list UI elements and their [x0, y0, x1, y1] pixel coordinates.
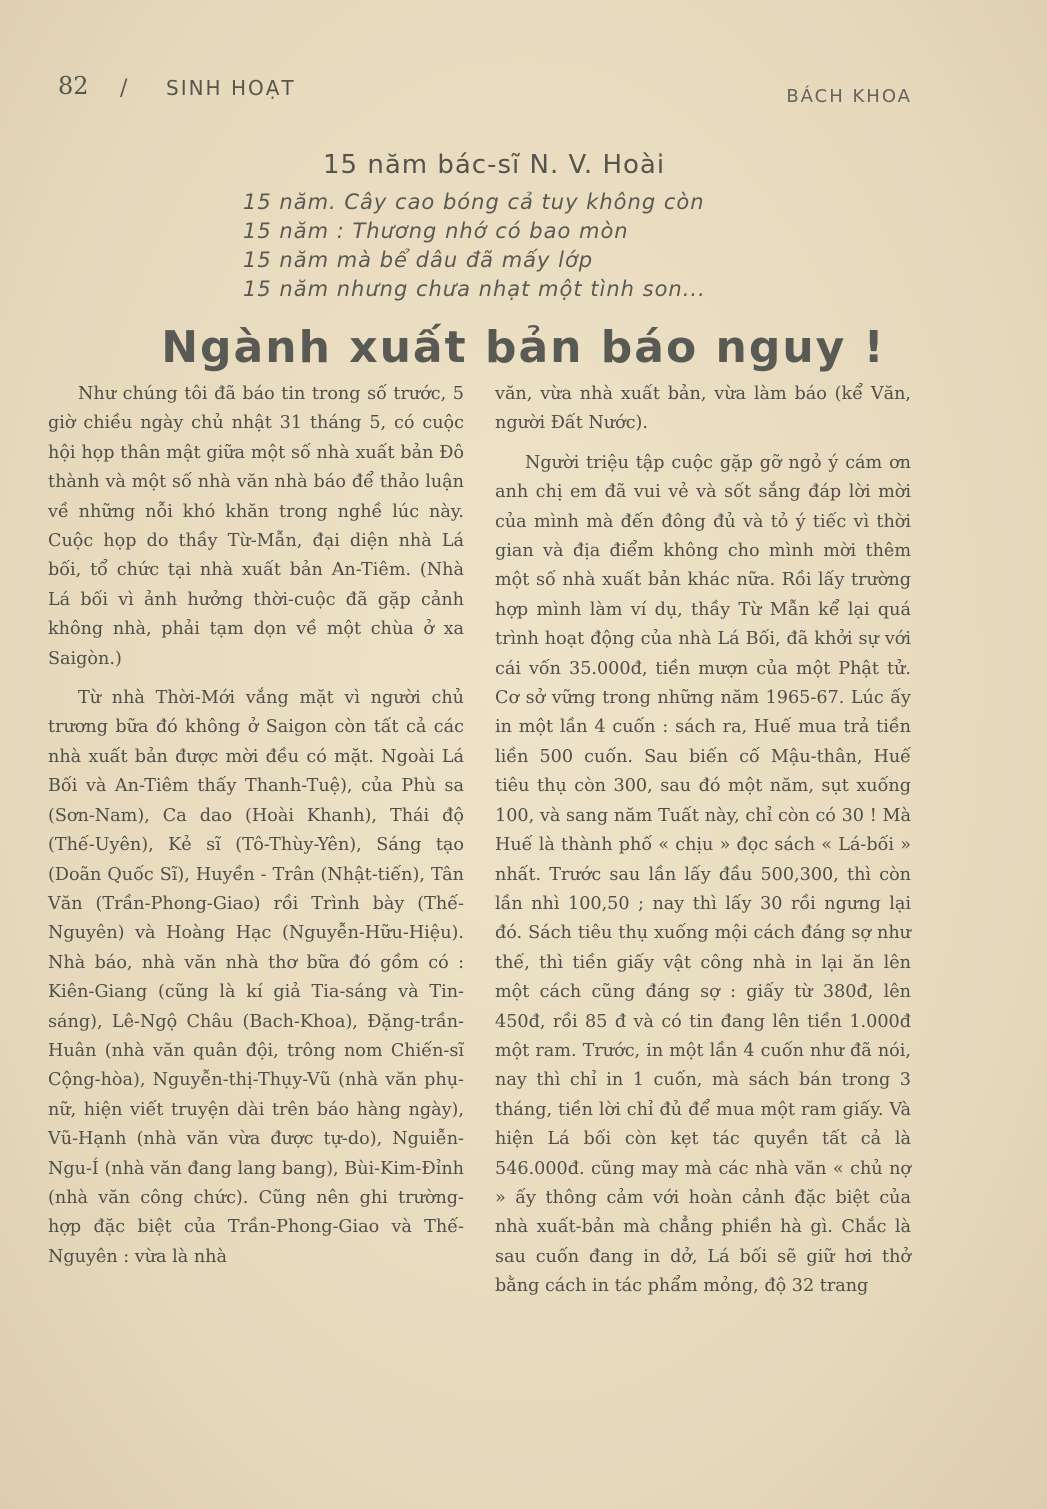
- article-paragraph: Người triệu tập cuộc gặp gỡ ngỏ ý cám ơn anh chị em đã vui vẻ và sốt sắng đáp lời mời của mình mà đến đông đủ và tỏ ý tiếc vì thời gian và địa điểm không cho mình mời thêm một số nhà xuất bản khác nữa. Rồi lấy trường hợp mình làm ví dụ, thầy Từ Mẫn kể lại quá trình hoạt động của nhà Lá Bối, đã khởi sự với cái vốn 35.000đ, tiền mượn của một Phật tử. Cơ sở vững trong những năm 1965-67. Lúc ấy in một lần 4 cuốn : sách ra, Huế mua trả tiền liền 500 cuốn. Sau biến cố Mậu-thân, Huế tiêu thụ còn 300, sau đó một năm, sụt xuống 100, và sang năm Tuất này, chỉ còn có 30 ! Mà Huế là thành phố « chịu » đọc sách « Lá-bối » nhất. Trước sau lần lấy đầu 500,300, thì còn lần nhì 100,50 ; nay thì lấy 30 rồi ngưng lại đó. Sách tiêu thụ xuống mội cách đáng sợ như thế, thì tiền giấy vật công nhà in lại ăn lên một cách cũng đáng sợ : giấy từ 380đ, lên 450đ, rồi 85 đ và có tin đang lên tiền 1.000đ một ram. Trước, in một lần 4 cuốn như đã nói, nay thì chỉ in 1 cuốn, mà sách bán trong 3 tháng, tiền lời chỉ đủ để mua một ram giấy. Và hiện Lá bối còn kẹt tác quyền tất cả là 546.000đ. cũng may mà các nhà văn « chủ nợ » ấy thông cảm với hoàn cảnh đặc biệt của nhà xuất-bản mà chẳng phiền hà gì. Chắc là sau cuốn đang in dở, Lá bối sẽ giữ hơi thở bằng cách in tác phẩm mỏng, độ 32 trang: [495, 452, 911, 1297]
- article-column-right: [495, 380, 911, 1302]
- magazine-name: BÁCH KHOA: [786, 86, 912, 107]
- page-header: [58, 72, 912, 112]
- section-title: SINH HOẠT: [166, 76, 296, 100]
- poem-line: 15 năm. Cây cao bóng cả tuy không còn: [243, 190, 705, 214]
- article-paragraph: văn, vừa nhà xuất bản, vừa làm báo (kể Văn, người Đất Nước).: [495, 384, 911, 434]
- poem-line: 15 năm : Thương nhớ có bao mòn: [243, 219, 629, 243]
- poem-title: 15 năm bác-sĩ N. V. Hoài: [323, 150, 666, 180]
- poem-line: 15 năm nhưng chưa nhạt một tình son...: [243, 277, 706, 301]
- header-separator: /: [120, 76, 128, 101]
- article-column-left: [48, 380, 464, 1272]
- article-paragraph: Từ nhà Thời-Mới vắng mặt vì người chủ trương bữa đó không ở Saigon còn tất cả các nhà xuất bản được mời đều có mặt. Ngoài Lá Bối và An-Tiêm thấy Thanh-Tuệ), của Phù sa (Sơn-Nam), Ca dao (Hoài Khanh), Thái độ (Thế-Uyên), Kẻ sĩ (Tô-Thùy-Yên), Sáng tạo (Doãn Quốc Sĩ), Huyền - Trân (Nhật-tiến), Tân Văn (Trần-Phong-Giao) rồi Trình bày (Thế-Nguyên) và Hoàng Hạc (Nguyễn-Hữu-Hiệu). Nhà báo, nhà văn nhà thơ bữa đó gồm có : Kiên-Giang (cũng là kí giả Tia-sáng và Tin-sáng), Lê-Ngộ Châu (Bach-Khoa), Đặng-trần-Huân (nhà văn quân đội, trông nom Chiến-sĩ Cộng-hòa), Nguyễn-thị-Thụy-Vũ (nhà văn phụ-nữ, hiện viết truyện dài trên báo hàng ngày), Vũ-Hạnh (nhà văn vừa được tự-do), Nguiễn-Ngu-Í (nhà văn đang lang bang), Bùi-Kim-Đỉnh (nhà văn công chức). Cũng nên ghi trường-hợp đặc biệt của Trần-Phong-Giao và Thế-Nguyên : vừa là nhà: [48, 688, 464, 1267]
- poem-line: 15 năm mà bể dâu đã mấy lớp: [243, 248, 594, 272]
- page-number: 82: [58, 72, 89, 100]
- article-paragraph: Như chúng tôi đã báo tin trong số trước, 5 giờ chiều ngày chủ nhật 31 tháng 5, có cuộc hội họp thân mật giữa một số nhà xuất bản Đô thành và một số nhà văn nhà báo để thảo luận về những nỗi khó khăn trong nghề lúc này. Cuộc họp do thầy Từ-Mẫn, đại diện nhà Lá bối, tổ chức tại nhà xuất bản An-Tiêm. (Nhà Lá bối vì ảnh hưởng thời-cuộc đã gặp cảnh không nhà, phải tạm dọn về một chùa ở xa Saigòn.): [48, 384, 464, 669]
- article-headline: Ngành xuất bản báo nguy !: [161, 322, 886, 373]
